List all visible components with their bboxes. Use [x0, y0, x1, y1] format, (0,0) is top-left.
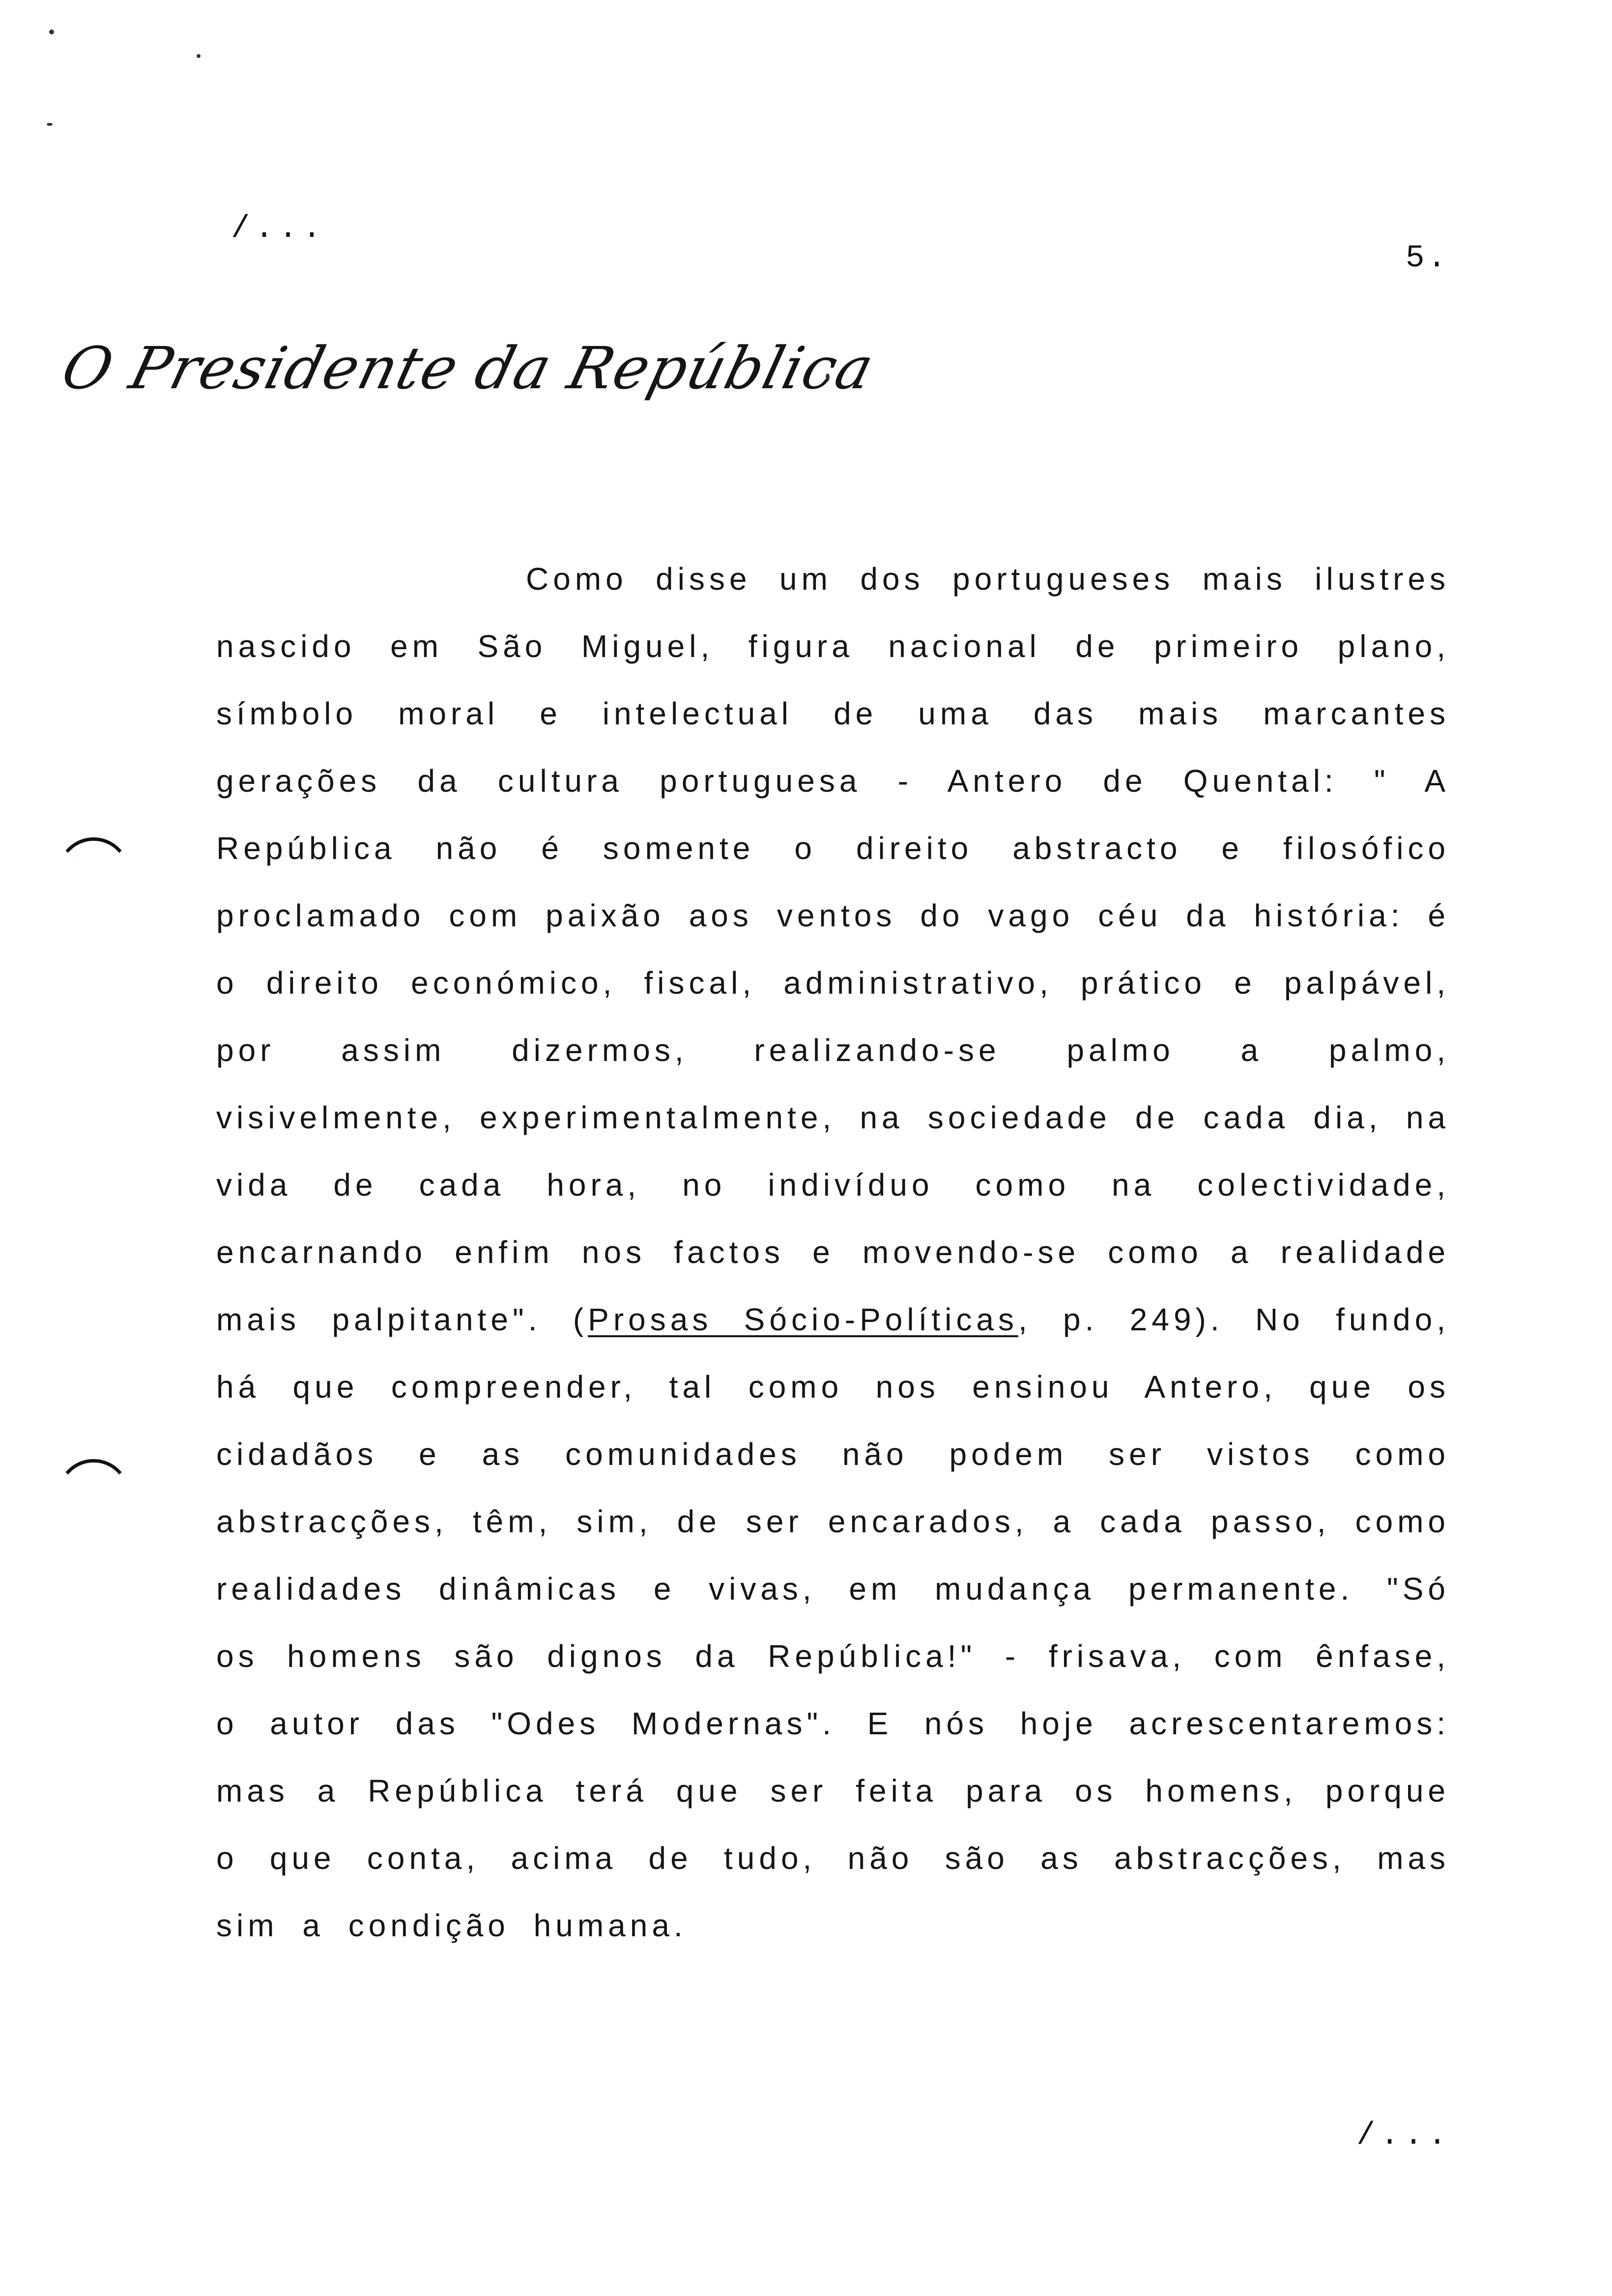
scan-speck — [47, 123, 53, 126]
body-text-end: , p. 249). No fundo, há que compreender, tal como nos ensinou Antero, que os cidadãos e as comunidades não podem ser vistos como abstracções, têm, sim, de ser encarados, a cada passo, como realidades dinâmicas e vivas, em mudança permanente. "Só os homens são dignos da República!" - frisava, com ênfase, o autor das "Odes Modernas". E nós hoje acrescentaremos: mas a República terá que ser feita para os homens, porque o que conta, acima de tudo, não são as abstracções, mas sim a condição humana. — [216, 1302, 1450, 1943]
body-text-start: Como disse um dos portugueses mais ilustres nascido em São Miguel, figura nacional de primeiro plano, símbolo moral e intelectual de uma das mais marcantes gerações da cultura portuguesa - Antero de Quental: " A República não é somente o direito abstracto e filosófico proclamado com paixão aos ventos do vago céu da história: é o direito económico, fiscal, administrativo, prático e palpável, por assim dizermos, realizando-se palmo a palmo, visivelmente, experimentalmente, na sociedade de cada dia, na vida de cada hora, no indivíduo como na colectividade, encarnando enfim nos factos e movendo-se como a realidade mais palpitante". ( — [216, 561, 1450, 1337]
scan-speck — [197, 54, 201, 58]
punch-hole-mark — [65, 822, 122, 879]
punch-hole-mark — [65, 1444, 122, 1500]
page-number: 5. — [1406, 241, 1449, 276]
body-paragraph — [216, 545, 1450, 1959]
continuation-mark-top: /... — [231, 211, 326, 247]
letterhead-signature: O Presidente da República — [55, 334, 881, 402]
book-title: Prosas Sócio-Políticas — [588, 1302, 1018, 1337]
continuation-mark-bottom: /... — [1356, 2118, 1452, 2153]
scan-speck — [49, 29, 54, 34]
